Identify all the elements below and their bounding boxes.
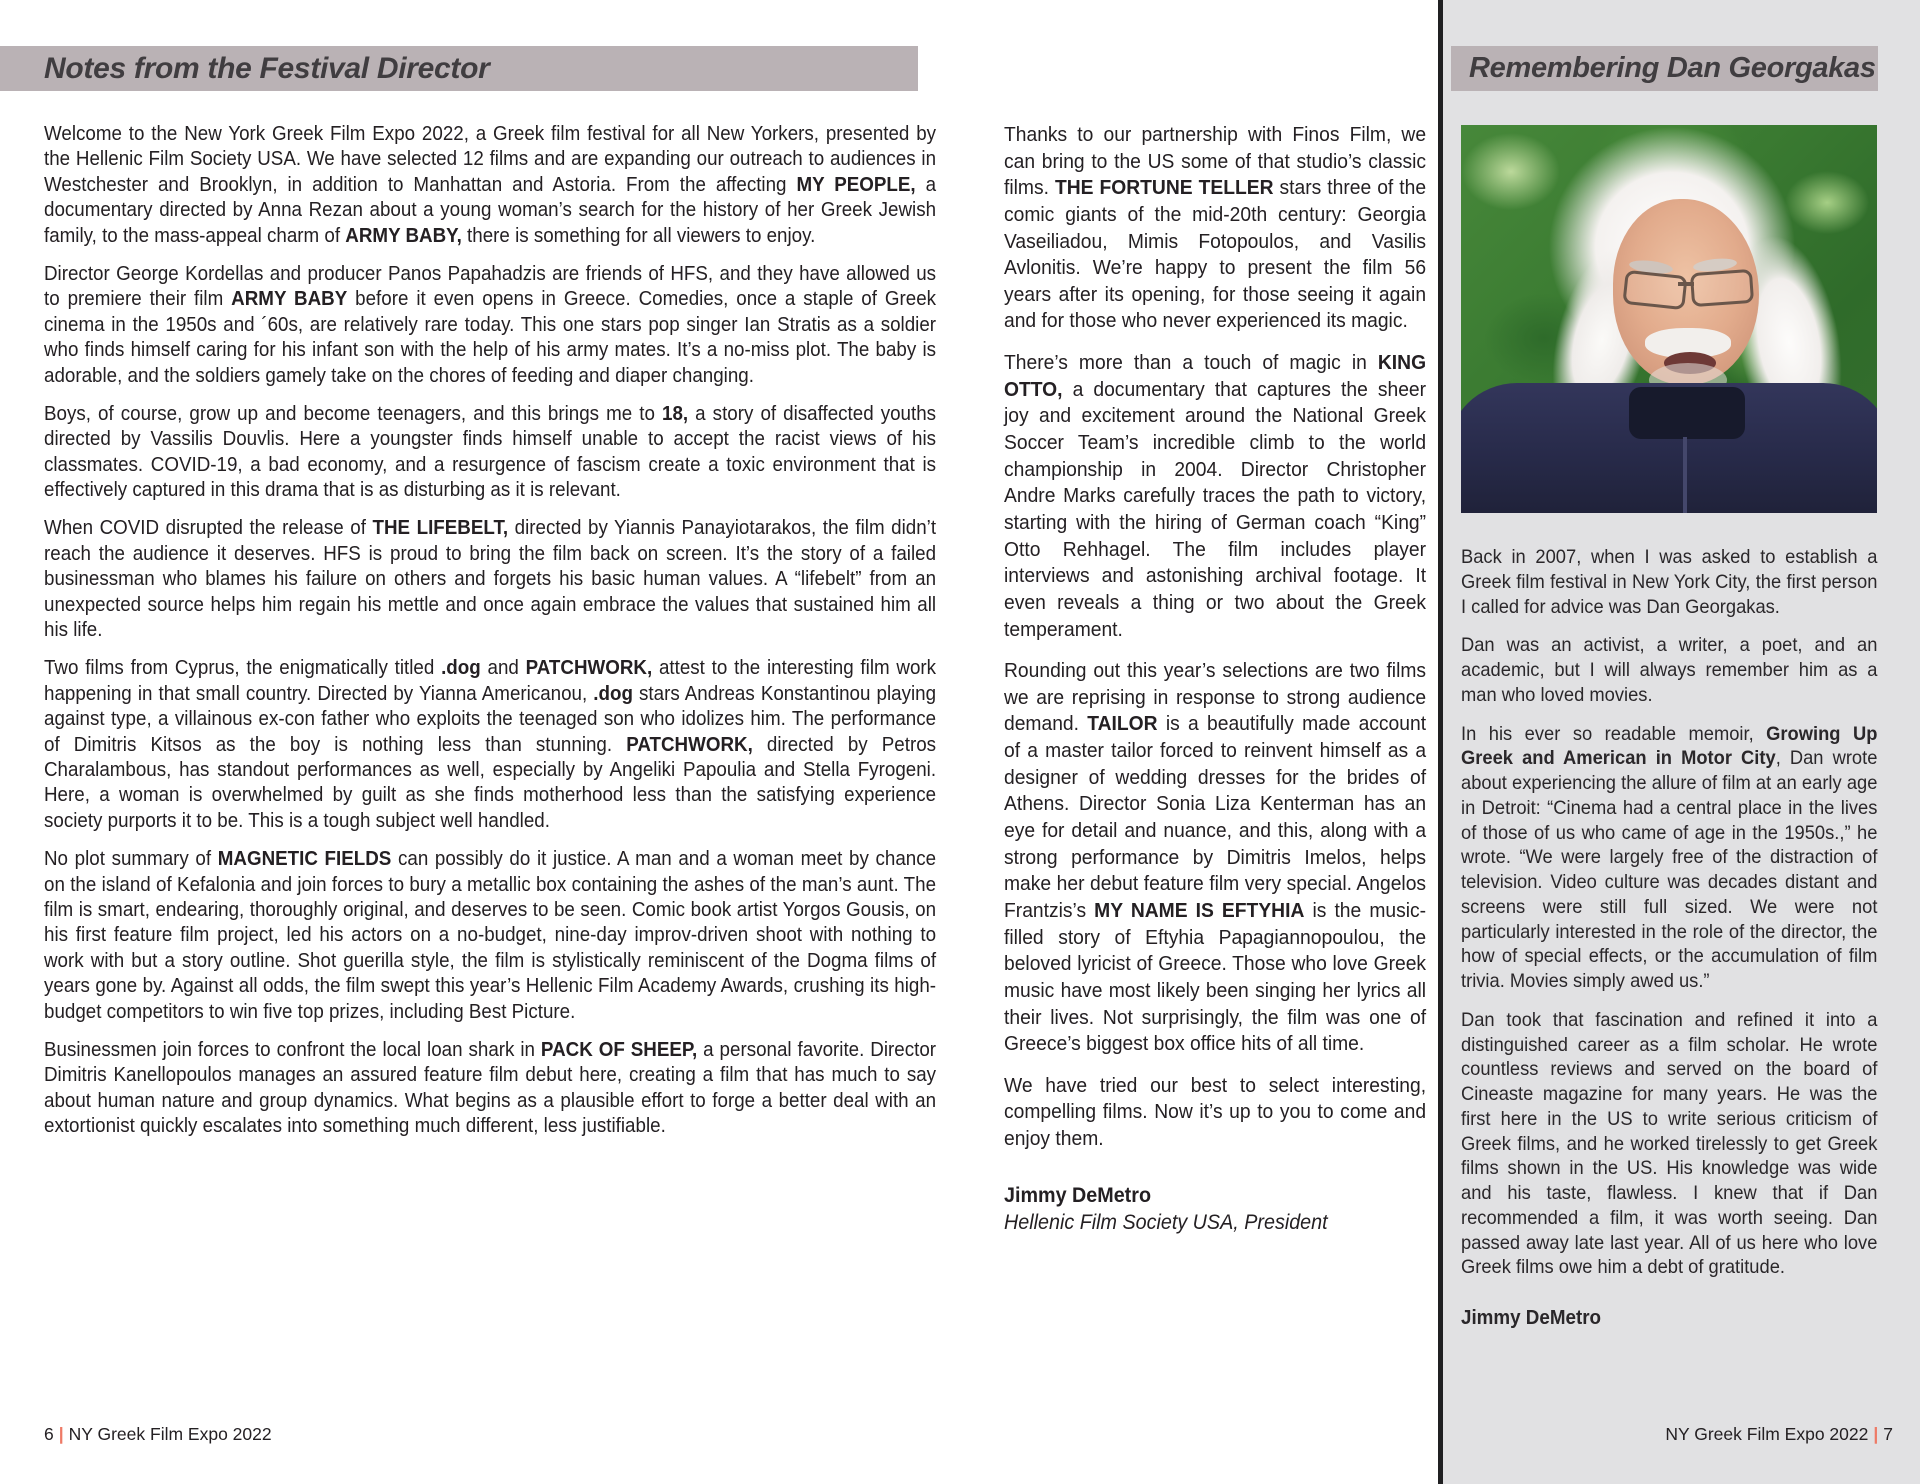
text-run: TAILOR xyxy=(1087,712,1158,736)
jacket-zipper xyxy=(1683,437,1687,513)
paragraph xyxy=(1461,722,1877,994)
eyeglasses-right-lens xyxy=(1690,269,1754,307)
footer-separator: | xyxy=(1873,1424,1879,1444)
text-run: THE LIFEBELT, xyxy=(372,517,509,540)
eyeglasses-bridge xyxy=(1678,282,1694,286)
text-run: 18, xyxy=(661,402,689,425)
text-run: .dog xyxy=(441,657,481,680)
text-run: KING OTTO, xyxy=(1004,351,1427,401)
paragraph xyxy=(1004,1073,1426,1153)
text-run: Two films from Cyprus, the enigmatically titled xyxy=(44,657,442,680)
footer-title: NY Greek Film Expo 2022 xyxy=(68,1424,272,1444)
text-run: , Dan wrote about experiencing the allure of film at an early age in Detroit: “Cinema had a central place in the lives of those of us who came of age in the 1950s.,” he wrote. “We were largely free of the distraction of television. Video culture was decades distant and screens were still full sized. We were not particularly interested in the role of the director, the how of special effects, or the accumulation of film trivia. Movies simply awed us.” xyxy=(1461,747,1878,992)
text-run: and xyxy=(480,657,526,680)
text-run: stars three of the comic giants of the mid-20th century: Georgia Vaseiliadou, Mimis Fotopoulos, and Vasilis Avlonitis. We’re happy to present the film 56 years after its opening, for those seeing it again and for those who never experienced its magic. xyxy=(1004,176,1427,333)
text-run: Dan took that fascination and refined it into a distinguished career as a film scholar. He wrote countless reviews and served on the board of Cineaste magazine for many years. He was the first here in the US to write serious criticism of Greek films, and he worked tirelessly to get Greek films shown in the US. His knowledge was wide and his taste, flawless. I knew that if Dan recommended a film, it was worth seeing. Dan passed away late last year. All of us here who love Greek films owe him a debt of gratitude. xyxy=(1461,1008,1878,1279)
text-run: .dog xyxy=(593,682,633,705)
paragraph xyxy=(1461,1008,1877,1280)
paragraph xyxy=(1004,122,1426,335)
text-run: MAGNETIC FIELDS xyxy=(217,848,392,871)
text-run: Back in 2007, when I was asked to establish a Greek film festival in New York City, the first person I called for advice was Dan Georgakas. xyxy=(1461,546,1878,618)
dark-turtleneck-collar xyxy=(1629,387,1745,439)
paragraph xyxy=(44,262,936,389)
paragraph xyxy=(1461,633,1877,707)
text-run: is the music-filled story of Eftyhia Papagiannopoulou, the beloved lyricist of Greece. Those who love Greek music have most likely been singing her lyrics all their lives. Not surprisingly, the film was one of Greece’s biggest box office hits of all time. xyxy=(1004,898,1427,1056)
text-run: PATCHWORK, xyxy=(626,733,753,756)
section-title: Notes from the Festival Director xyxy=(44,52,490,85)
section-header-remembering xyxy=(1451,46,1878,91)
text-run: PACK OF SHEEP, xyxy=(540,1038,698,1061)
paragraph xyxy=(1461,545,1877,619)
paragraph xyxy=(44,516,936,643)
remembrance-text xyxy=(1461,545,1877,1331)
signature-name: Jimmy DeMetro xyxy=(1004,1183,1152,1207)
text-run: When COVID disrupted the release of xyxy=(44,517,373,540)
page-number: 6 xyxy=(44,1424,54,1444)
footer-separator: | xyxy=(58,1424,64,1444)
text-run: can possibly do it justice. A man and a woman meet by chance on the island of Kefalonia and join forces to bury a metallic box containing the ashes of the man’s aunt. The film is smart, endearing, thoroughly original, and deserves to be seen. Comic book artist Yorgos Gousis, on his first feature film project, led his actors on a no-budget, nine-day improv-driven shoot with nothing to work with but a story outline. Shot guerilla style, the film is stylistically reminiscent of the Dogma films of years gone by. Against all odds, the film swept this year’s Hellenic Film Academy Awards, crushing its high-budget competitors to win five top prizes, including Best Picture. xyxy=(44,848,937,1023)
text-run: attest to the interesting film work happening in that small country. Directed by Yianna Americanou, xyxy=(44,657,937,705)
text-run: Director George Kordellas and producer Panos Papahadzis are friends of HFS, and they have allowed us to premiere their film xyxy=(44,262,937,311)
page-number: 7 xyxy=(1883,1424,1893,1444)
text-run: Growing Up Greek and American in Motor City xyxy=(1461,722,1878,770)
footer-title: NY Greek Film Expo 2022 xyxy=(1665,1424,1869,1444)
dan-georgakas-photo xyxy=(1461,125,1877,513)
text-run: before it even opens in Greece. Comedies, once a staple of Greek cinema in the 1950s and ´60s, are relatively rare today. This one stars pop singer Ian Stratis as a soldier who finds himself caring for his infant son with the help of his army mates. It’s a no-miss plot. The baby is adorable, and the soldiers gamely take on the chores of feeding and diaper changing. xyxy=(44,288,937,387)
text-run: In his ever so readable memoir, xyxy=(1461,722,1767,745)
text-run: Boys, of course, grow up and become teenagers, and this brings me to xyxy=(44,402,662,425)
section-title: Remembering Dan Georgakas xyxy=(1469,52,1876,84)
page-footer-left xyxy=(44,1424,272,1445)
text-run: PATCHWORK, xyxy=(525,657,653,680)
text-run: Rounding out this year’s selections are two films we are reprising in response to strong audience demand. xyxy=(1004,659,1427,736)
signature-name: Jimmy DeMetro xyxy=(1461,1307,1602,1329)
text-run: there is something for all viewers to enjoy. xyxy=(461,224,816,247)
text-run: There’s more than a touch of magic in xyxy=(1004,351,1378,375)
paragraph xyxy=(44,1038,936,1140)
text-run: stars Andreas Konstantinou playing against type, a villainous ex-con father who exploits the teenaged son who idolizes him. The performance of Dimitris Kitsos as the boy is nothing less than stunning. xyxy=(44,682,937,756)
director-notes-column-2-paragraphs xyxy=(1004,122,1426,1153)
text-run: ARMY BABY xyxy=(231,288,348,311)
section-header-notes xyxy=(0,46,918,91)
text-run: THE FORTUNE TELLER xyxy=(1054,176,1274,200)
text-run: Businessmen join forces to confront the local loan shark in xyxy=(44,1038,541,1061)
text-run: Welcome to the New York Greek Film Expo 2022, a Greek film festival for all New Yorkers, presented by the Hellenic Film Society USA. We have selected 12 films and are expanding our outreach to audiences in Westchester and Brooklyn, in addition to Manhattan and Astoria. From the affecting xyxy=(44,123,937,196)
text-run: a documentary directed by Anna Rezan about a young woman’s search for the history of her Greek Jewish family, to the mass-appeal charm of xyxy=(44,173,937,247)
text-run: a story of disaffected youths directed by Vassilis Douvlis. Here a youngster finds himself unable to accept the racist views of his classmates. COVID-19, a bad economy, and a resurgence of fascism create a toxic environment that is effectively captured in this drama that is as disturbing as it is relevant. xyxy=(44,402,937,502)
signature-title: Hellenic Film Society USA, President xyxy=(1004,1210,1328,1234)
paragraph xyxy=(1004,658,1426,1058)
director-notes-column-2 xyxy=(1004,122,1426,1237)
text-run: is a beautifully made account of a master tailor forced to reinvent himself as a designer of wedding dresses for the brides of Athens. Director Sonia Liza Kenterman has an eye for detail and nuance, and this, along with a strong performance by Dimitris Imelos, helps make her debut feature film very special. Angelos Frantzis’s xyxy=(1004,712,1427,922)
text-run: ARMY BABY, xyxy=(345,224,462,247)
text-run: Thanks to our partnership with Finos Film, we can bring to the US some of that studio’s classic films. xyxy=(1004,123,1427,200)
text-run: MY PEOPLE, xyxy=(796,173,916,196)
text-run: We have tried our best to select interesting, compelling films. Now it’s up to you to come and enjoy them. xyxy=(1004,1073,1427,1151)
text-run: directed by Yiannis Panayiotarakos, the film didn’t reach the audience it deserves. HFS is proud to bring the film back on screen. It’s the story of a failed businessman who blames his failure on others and forgets his basic human values. A “lifebelt” from an unexpected source helps him regain his mettle and once again embrace the values that sustained him all his life. xyxy=(44,517,937,642)
director-notes-column-1 xyxy=(44,122,936,1152)
text-run: a documentary that captures the sheer joy and excitement around the National Greek Soccer Team’s incredible climb to the world championship in 2004. Director Christopher Andre Marks carefully traces the path to victory, starting with the hiring of German coach “King” Otto Rehhagel. The film includes player interviews and astonishing archival footage. It even reveals a thing or two about the Greek temperament. xyxy=(1004,377,1427,641)
text-run: MY NAME IS EFTYHIA xyxy=(1094,898,1305,922)
page-footer-right xyxy=(1665,1424,1893,1445)
paragraph xyxy=(44,847,936,1025)
text-run: a personal favorite. Director Dimitris Kanellopoulos manages an assured feature film debut here, creating a film that has much to say about human nature and group dynamics. What begins as a plausible effort to forge a better deal with an extortionist quickly escalates into something much different, less justifiable. xyxy=(44,1038,937,1138)
paragraph xyxy=(44,656,936,834)
signature-block xyxy=(1004,1183,1426,1238)
text-run: No plot summary of xyxy=(44,848,218,871)
eyeglasses-left-lens xyxy=(1622,270,1687,310)
right-page xyxy=(1443,0,1920,1484)
text-run: Dan was an activist, a writer, a poet, and an academic, but I will always remember him as a man who loved movies. xyxy=(1461,634,1878,706)
paragraph xyxy=(1004,350,1426,643)
paragraph xyxy=(44,122,936,249)
remembrance-paragraphs xyxy=(1461,545,1877,1280)
paragraph xyxy=(44,402,936,504)
text-run: directed by Petros Charalambous, has standout performances as well, especially by Angeliki Papoulia and Stella Fyrogeni. Here, a woman is overwhelmed by guilt as she finds motherhood less than the satisfying experience society purports it to be. This is a tough subject well handled. xyxy=(44,733,937,832)
